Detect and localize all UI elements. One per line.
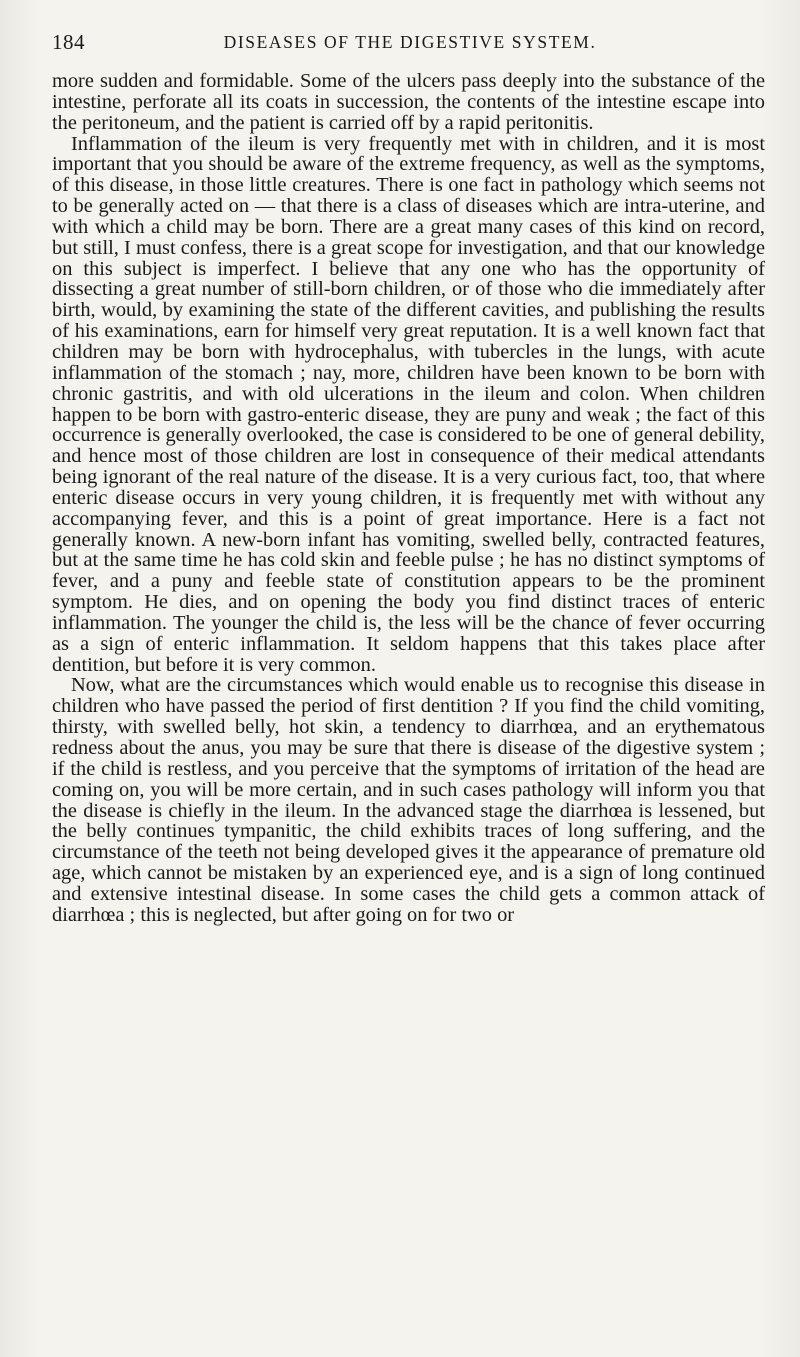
- page-header: [52, 30, 768, 56]
- paragraph-recognition: Now, what are the circumstances which would enable us to recognise this disease in children who have passed the period of first dentition ? If you find the child vomiting, thirsty, with swelled belly, hot skin, a tendency to diarrhœa, and an erythematous redness about the anus, you may be sure that there is disease of the digestive system ; if the child is restless, and you perceive that the symptoms of irritation of the head are coming on, you will be more certain, and in such cases pathology will inform you that the disease is chiefly in the ileum. In the advanced stage the diarrhœa is lessened, but the belly continues tympanitic, the child exhibits traces of long suffering, and the circumstance of the teeth not being developed gives it the appearance of premature old age, which cannot be mistaken by an experienced eye, and is a sign of long continued and extensive intestinal disease. In some cases the child gets a common attack of diarrhœa ; this is neglected, but after going on for two or: [52, 674, 765, 926]
- page-number: 184: [52, 30, 85, 54]
- paragraph-ileum-inflammation: Inflammation of the ileum is very frequently met with in children, and it is most important that you should be aware of the extreme frequency, as well as the symptoms, of this disease, in those little creatures. There is one fact in pathology which seems not to be generally acted on — that there is a class of diseases which are intra-uterine, and with which a child may be born. There are a great many cases of this kind on record, but still, I must confess, there is a great scope for investigation, and that our knowledge on this subject is imperfect. I believe that any one who has the opportunity of dissecting a great number of still-born children, or of those who die immediately after birth, would, by examining the state of the different cavities, and publishing the results of his examinations, earn for himself very great reputation. It is a well known fact that children may be born with hydrocephalus, with tubercles in the lungs, with acute inflammation of the stomach ; nay, more, children have been known to be born with chronic gastritis, and with old ulcerations in the ileum and colon. When children happen to be born with gastro-enteric disease, they are puny and weak ; the fact of this occurrence is generally overlooked, the case is considered to be one of general debility, and hence most of those children are lost in consequence of their medical attendants being ignorant of the real nature of the disease. It is a very curious fact, too, that where enteric disease occurs in very young children, it is frequently met with without any accompanying fever, and this is a point of great importance. Here is a fact not generally known. A new-born infant has vomiting, swelled belly, contracted features, but at the same time he has cold skin and feeble pulse ; he has no distinct symptoms of fever, and a puny and feeble state of constitution appears to be the prominent symptom. He dies, and on opening the body you find distinct traces of enteric inflammation. The younger the child is, the less will be the chance of fever occurring as a sign of enteric inflammation. It seldom happens that this takes place after dentition, but before it is very common.: [52, 132, 765, 676]
- body-text: [52, 71, 765, 926]
- paragraph-continued: more sudden and formidable. Some of the ulcers pass deeply into the substance of the intestine, perforate all its coats in succession, the contents of the intestine escape into the peritoneum, and the patient is carried off by a rapid peritonitis.: [52, 70, 765, 134]
- running-title: DISEASES OF THE DIGESTIVE SYSTEM.: [223, 32, 597, 52]
